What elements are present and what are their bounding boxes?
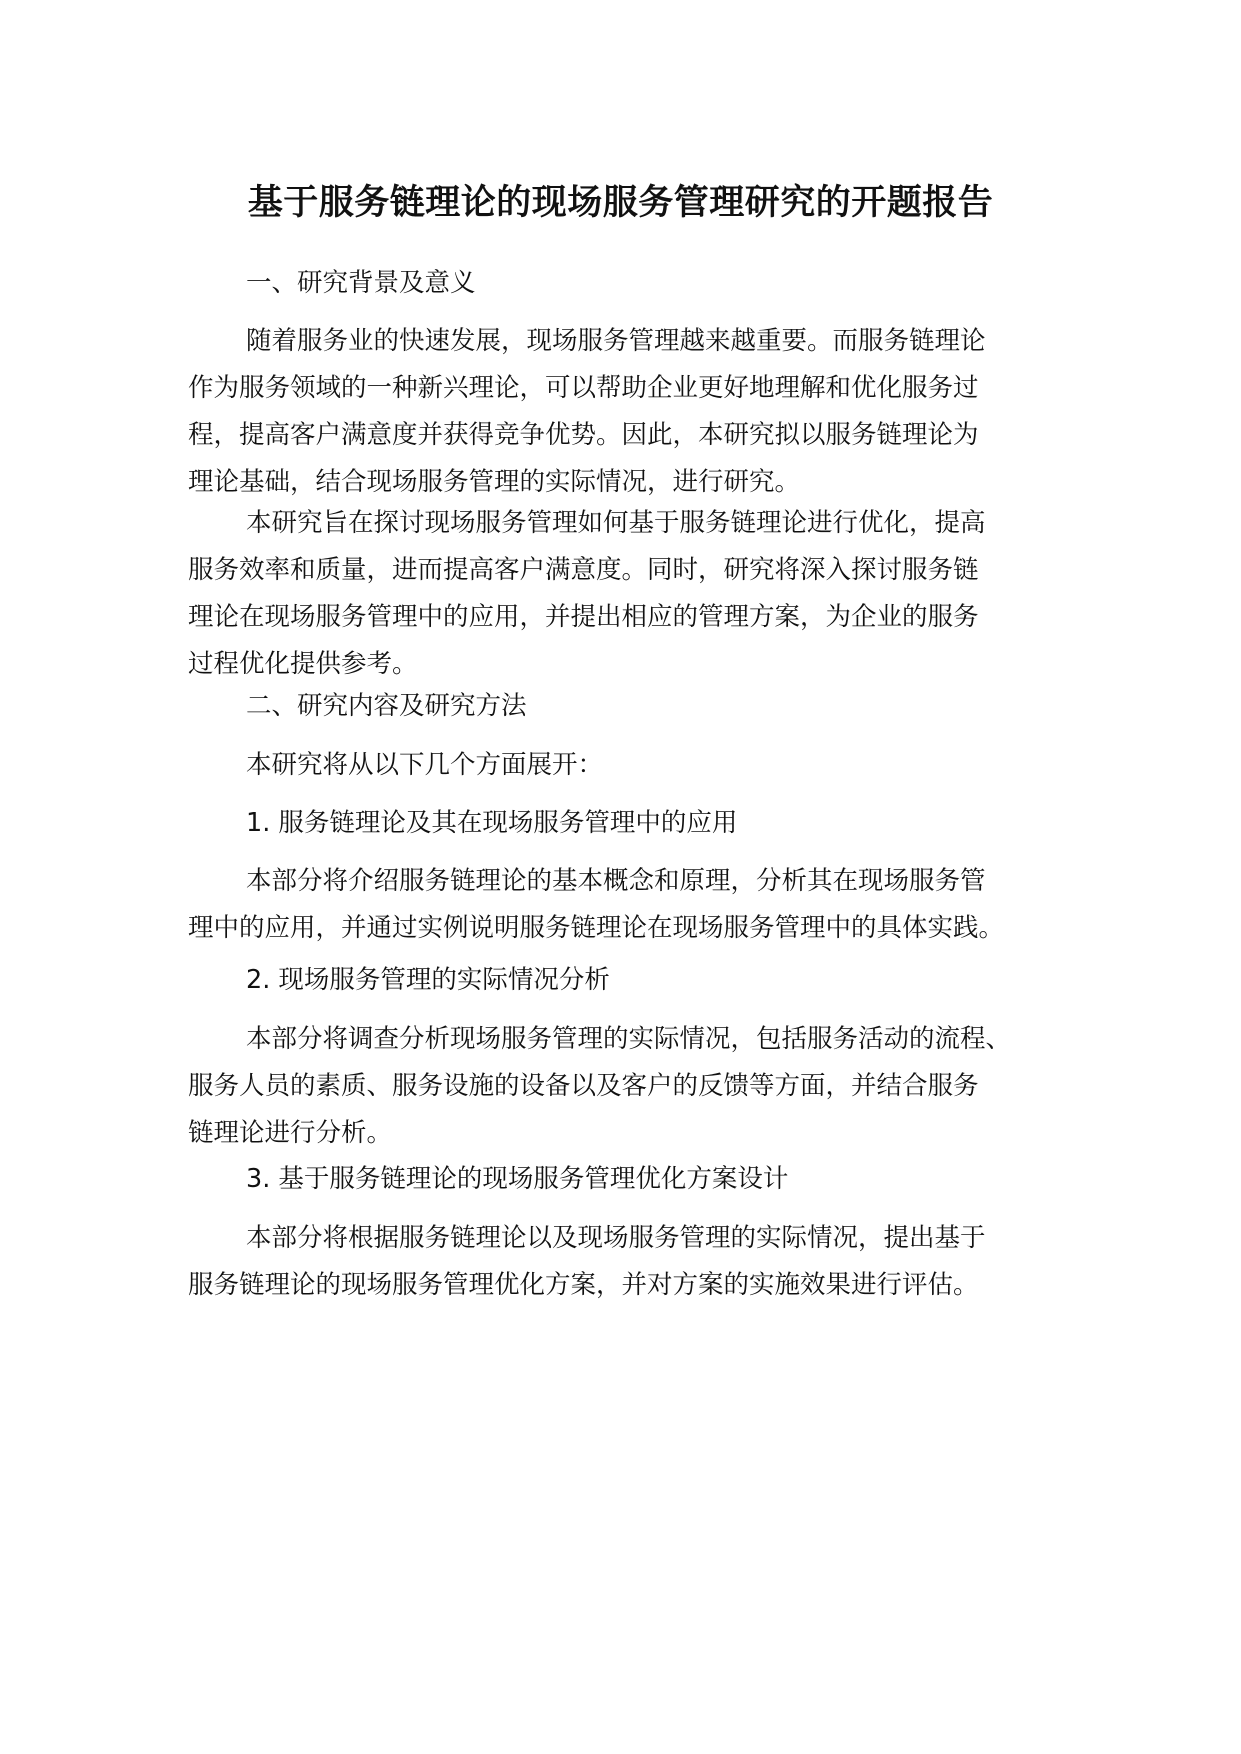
paragraph-line: 服务人员的素质、服务设施的设备以及客户的反馈等方面，并结合服务 xyxy=(188,1071,979,1101)
section-1-paragraph-2 xyxy=(188,500,1068,688)
paragraph-line: 服务效率和质量，进而提高客户满意度。同时，研究将深入探讨服务链 xyxy=(188,555,979,585)
item-1-heading xyxy=(188,800,1068,847)
subsection-heading-text: 3. 基于服务链理论的现场服务管理优化方案设计 xyxy=(246,1164,789,1194)
paragraph-line: 服务链理论的现场服务管理优化方案，并对方案的实施效果进行评估。 xyxy=(188,1270,979,1300)
section-2-intro xyxy=(188,742,1068,789)
paragraph-line: 链理论进行分析。 xyxy=(188,1118,393,1148)
section-1-paragraph-1 xyxy=(188,318,1068,506)
paragraph-line: 本研究旨在探讨现场服务管理如何基于服务链理论进行优化，提高 xyxy=(246,508,986,538)
section-heading-text: 二、研究内容及研究方法 xyxy=(246,691,527,721)
item-1-body xyxy=(188,858,1068,952)
paragraph-line: 理中的应用，并通过实例说明服务链理论在现场服务管理中的具体实践。 xyxy=(188,913,1005,943)
section-heading-text: 一、研究背景及意义 xyxy=(246,268,476,298)
paragraph-line: 理论在现场服务管理中的应用，并提出相应的管理方案，为企业的服务 xyxy=(188,602,979,632)
paragraph-line: 作为服务领域的一种新兴理论，可以帮助企业更好地理解和优化服务过 xyxy=(188,373,979,403)
section-1-heading xyxy=(188,260,1068,307)
item-3-heading xyxy=(188,1156,1068,1203)
paragraph-line: 本部分将调查分析现场服务管理的实际情况，包括服务活动的流程、 xyxy=(246,1024,1012,1054)
subsection-heading-text: 2. 现场服务管理的实际情况分析 xyxy=(246,965,610,995)
subsection-heading-text: 1. 服务链理论及其在现场服务管理中的应用 xyxy=(246,808,738,838)
paragraph-line: 程，提高客户满意度并获得竞争优势。因此，本研究拟以服务链理论为 xyxy=(188,420,979,450)
paragraph-line: 随着服务业的快速发展，现场服务管理越来越重要。而服务链理论 xyxy=(246,326,986,356)
item-3-body xyxy=(188,1215,1068,1309)
paragraph-line: 过程优化提供参考。 xyxy=(188,649,418,679)
paragraph-line: 本部分将根据服务链理论以及现场服务管理的实际情况，提出基于 xyxy=(246,1223,986,1253)
document-title: 基于服务链理论的现场服务管理研究的开题报告 xyxy=(247,183,994,223)
paragraph-line: 理论基础，结合现场服务管理的实际情况，进行研究。 xyxy=(188,467,801,497)
section-2-heading xyxy=(188,683,1068,730)
item-2-heading xyxy=(188,957,1068,1004)
paragraph-line: 本部分将介绍服务链理论的基本概念和原理，分析其在现场服务管 xyxy=(246,866,986,896)
item-2-body xyxy=(188,1016,1068,1157)
paragraph-line: 本研究将从以下几个方面展开： xyxy=(246,750,604,780)
